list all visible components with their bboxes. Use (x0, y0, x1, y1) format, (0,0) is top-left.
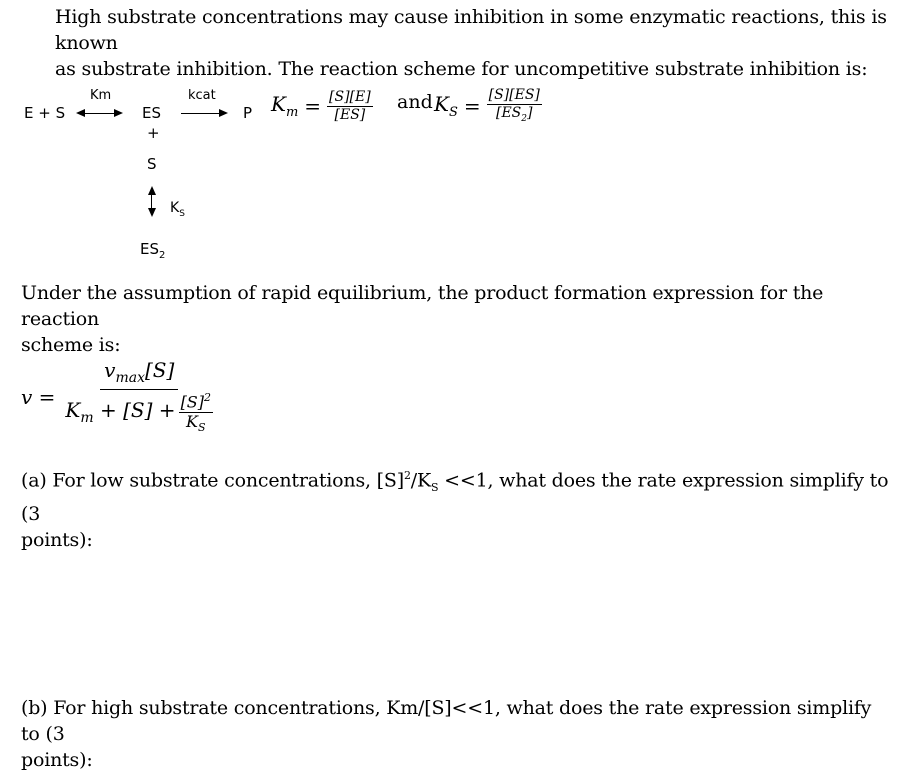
vertical-arrow-up-head (148, 186, 156, 195)
km-symbol: $K_m$ (271, 92, 299, 120)
scheme-kcat-label: kcat (188, 88, 216, 103)
question-a-line-1: (a) For low substrate concentrations, $[S]^2/K_S <<1$, what does the rate expression simplify to (3 (21, 469, 889, 526)
rate-inner-numerator: $[S]^2$ (180, 390, 212, 412)
ks-symbol: $K_S$ (434, 92, 458, 120)
km-numerator: [S][E] (329, 88, 371, 105)
scheme-plus: + (147, 124, 160, 142)
intro-line-2: as substrate inhibition. The reaction scheme for uncompetitive substrate inhibition is: (55, 58, 868, 80)
kcat-arrow-head (219, 109, 228, 117)
arrow-left-head (76, 109, 85, 117)
and-word: and (397, 91, 433, 113)
scheme-km-label: Km (90, 88, 112, 103)
scheme-es: ES (142, 104, 161, 122)
kcat-arrow-line (181, 113, 221, 114)
equilibrium-arrow-line (80, 113, 116, 114)
question-b-line-1: (b) For high substrate concentrations, Km/[S]<<1, what does the rate expression simplify to (3 (21, 697, 872, 745)
ks-fraction (487, 88, 542, 124)
scheme-p: P (243, 104, 253, 122)
km-definition (271, 84, 373, 128)
question-b-line-2: points): (21, 749, 93, 771)
scheme-es2: $ES_2$ (140, 240, 166, 261)
scheme-s: S (147, 155, 157, 173)
km-equals: = (304, 94, 322, 118)
vertical-arrow-down-head (148, 208, 156, 217)
ks-numerator: [S][ES] (488, 87, 540, 104)
km-fraction (327, 90, 373, 122)
scheme-ks-label: $K_S$ (170, 200, 185, 219)
arrow-right-head (114, 109, 123, 117)
rate-fraction (63, 360, 215, 434)
km-denominator: [ES] (334, 106, 366, 123)
intro-paragraph (55, 4, 900, 82)
reaction-scheme (0, 80, 280, 270)
ks-definition (434, 84, 542, 128)
ks-denominator: $[ES_2]$ (496, 104, 533, 124)
question-a (21, 463, 891, 553)
scheme-e-plus-s: E + S (24, 104, 66, 122)
ks-equals: = (463, 94, 481, 118)
rate-numerator: $v_{max}[S]$ (100, 360, 178, 390)
assumption-paragraph (21, 280, 891, 358)
rate-equation (21, 352, 215, 442)
question-b (21, 695, 891, 773)
rate-inner-fraction (179, 392, 213, 434)
assumption-line-1: Under the assumption of rapid equilibrium, the product formation expression for the reaction (21, 282, 824, 330)
rate-denominator (63, 390, 215, 434)
assumption-line-2: scheme is: (21, 334, 121, 356)
rate-inner-denominator: $K_S$ (186, 412, 206, 435)
question-a-line-2: points): (21, 529, 93, 552)
rate-lhs: v = (21, 385, 56, 409)
intro-line-1: High substrate concentrations may cause inhibition in some enzymatic reactions, this is known (55, 6, 887, 54)
rate-den-left: $K_m + [S]$ + (65, 397, 176, 426)
